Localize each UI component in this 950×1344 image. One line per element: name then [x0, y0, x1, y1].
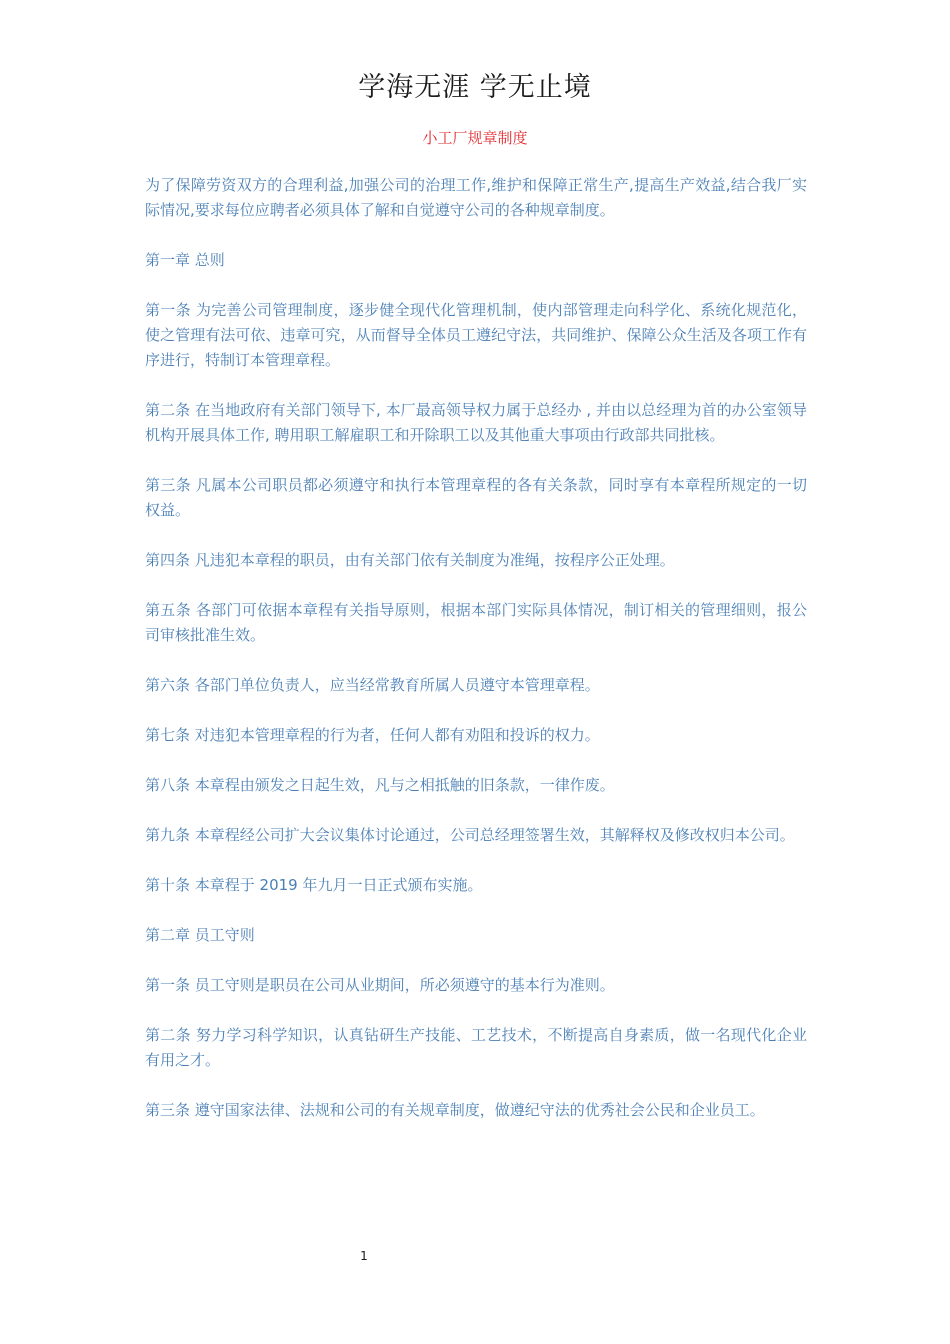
article-paragraph: 第四条 凡违犯本章程的职员，由有关部门依有关制度为准绳，按程序公正处理。	[145, 551, 675, 569]
document-body	[145, 173, 807, 1148]
article-paragraph: 第五条 各部门可依据本章程有关指导原则，根据本部门实际具体情况，制订相关的管理细则，报公司审核批准生效。	[145, 601, 807, 644]
intro-paragraph: 为了保障劳资双方的合理利益,加强公司的治理工作,维护和保障正常生产,提高生产效益,结合我厂实际情况,要求每位应聘者必须具体了解和自觉遵守公司的各种规章制度。	[145, 176, 807, 219]
article-paragraph: 第九条 本章程经公司扩大会议集体讨论通过，公司总经理签署生效，其解释权及修改权归本公司。	[145, 826, 795, 844]
page-number: 1	[360, 1249, 368, 1263]
article-paragraph: 第二条 努力学习科学知识，认真钻研生产技能、工艺技术，不断提高自身素质，做一名现代化企业有用之才。	[145, 1026, 807, 1069]
chapter-heading: 第二章 员工守则	[145, 926, 255, 944]
article-paragraph: 第六条 各部门单位负责人，应当经常教育所属人员遵守本管理章程。	[145, 676, 600, 694]
article-paragraph: 第二条 在当地政府有关部门领导下, 本厂最高领导权力属于总经办 , 并由以总经理为首的办公室领导机构开展具体工作, 聘用职工解雇职工和开除职工以及其他重大事项由行政部共同批核。	[145, 401, 807, 444]
page-header: 学海无涯 学无止境	[358, 72, 592, 103]
article-paragraph: 第一条 为完善公司管理制度，逐步健全现代化管理机制，使内部管理走向科学化、系统化规范化，使之管理有法可依、违章可究，从而督导全体员工遵纪守法，共同维护、保障公众生活及各项工作有序进行，特制订本管理章程。	[145, 301, 807, 369]
article-paragraph: 第一条 员工守则是职员在公司从业期间，所必须遵守的基本行为准则。	[145, 976, 615, 994]
article-paragraph: 第三条 凡属本公司职员都必须遵守和执行本管理章程的各有关条款，同时享有本章程所规定的一切权益。	[145, 476, 807, 519]
article-paragraph: 第七条 对违犯本管理章程的行为者，任何人都有劝阻和投诉的权力。	[145, 726, 600, 744]
article-paragraph: 第三条 遵守国家法律、法规和公司的有关规章制度，做遵纪守法的优秀社会公民和企业员工。	[145, 1101, 765, 1119]
chapter-heading: 第一章 总则	[145, 251, 225, 269]
article-paragraph: 第八条 本章程由颁发之日起生效，凡与之相抵触的旧条款，一律作废。	[145, 776, 615, 794]
article-paragraph: 第十条 本章程于 2019 年九月一日正式颁布实施。	[145, 876, 483, 894]
document-title: 小工厂规章制度	[422, 129, 528, 147]
